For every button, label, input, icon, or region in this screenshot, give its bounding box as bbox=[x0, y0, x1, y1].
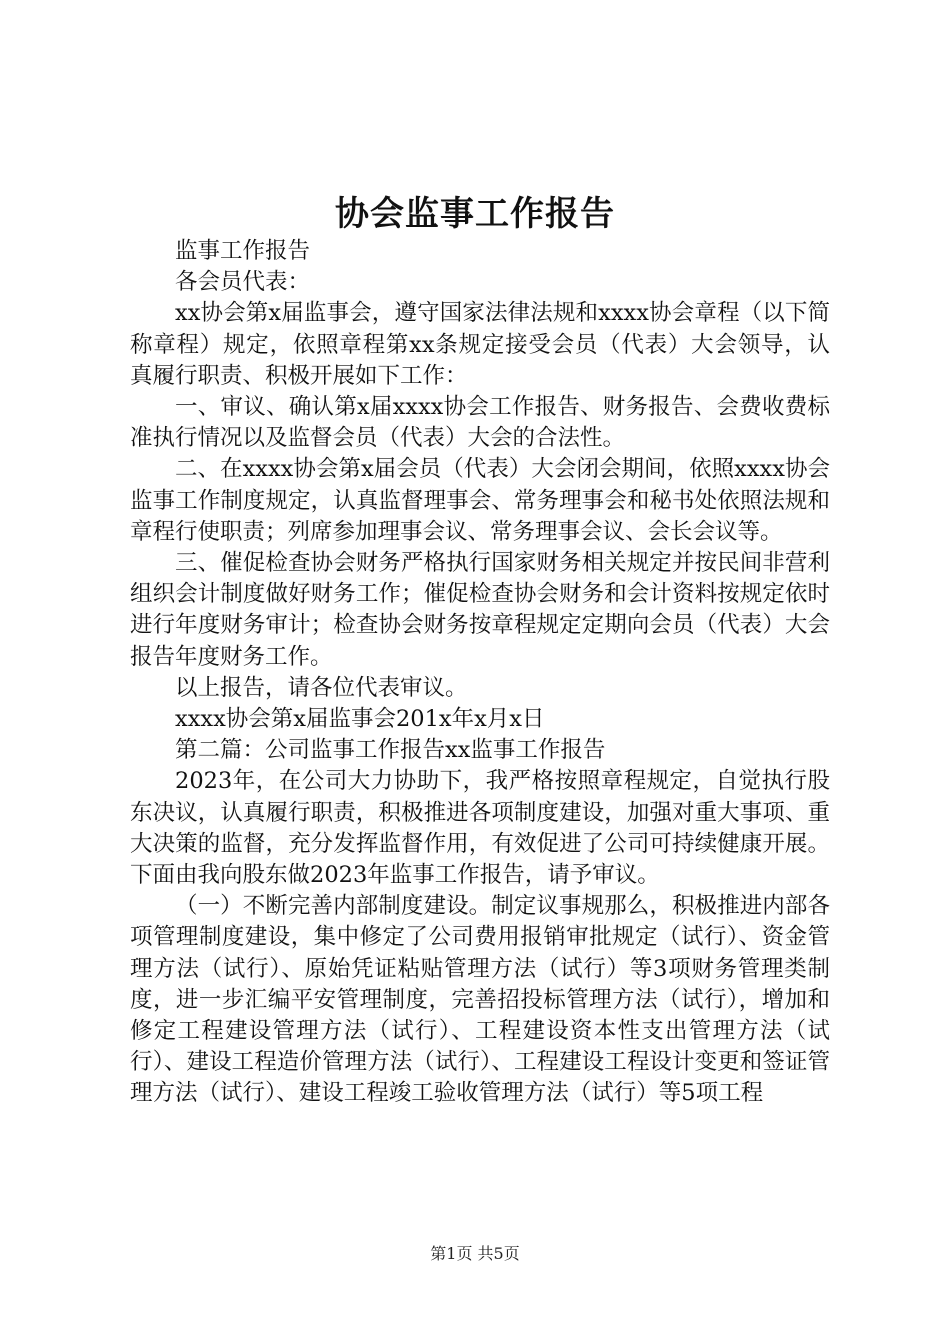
paragraph-second-intro: 2023年，在公司大力协助下，我严格按照章程规定，自觉执行股东决议，认真履行职责，积极推进各项制度建设，加强对重大事项、重大决策的监督，充分发挥监督作用，有效促进了公司可持续健康开展。下面由我向股东做2023年监事工作报告，请予审议。 bbox=[130, 768, 830, 889]
paragraph-second-title: 第二篇：公司监事工作报告xx监事工作报告 bbox=[175, 737, 606, 764]
paragraph-signature: xxxx协会第x届监事会201x年x月x日 bbox=[175, 706, 545, 733]
paragraph-intro: xx协会第x届监事会，遵守国家法律法规和xxxx协会章程（以下简称章程）规定，依照章程第xx条规定接受会员（代表）大会领导，认真履行职责、积极开展如下工作： bbox=[130, 300, 830, 389]
document-title: 协会监事工作报告 bbox=[335, 194, 615, 234]
paragraph-closing: 以上报告，请各位代表审议。 bbox=[175, 674, 468, 701]
paragraph-item-1: 一、审议、确认第x届xxxx协会工作报告、财务报告、会费收费标准执行情况以及监督会员（代表）大会的合法性。 bbox=[130, 394, 830, 452]
paragraph-salutation: 各会员代表： bbox=[175, 269, 311, 296]
paragraph-second-section-1: （一）不断完善内部制度建设。制定议事规那么，积极推进内部各项管理制度建设，集中修定了公司费用报销审批规定（试行）、资金管理方法（试行）、原始凭证粘贴管理方法（试行）等3项财务管理类制度，进一步汇编平安管理制度，完善招投标管理方法（试行），增加和修定工程建设管理方法（试行）、工程建设资本性支出管理方法（试行）、建设工程造价管理方法（试行）、工程建设工程设计变更和签证管理方法（试行）、建设工程竣工验收管理方法（试行）等5项工程 bbox=[130, 893, 830, 1107]
paragraph-item-3: 三、催促检查协会财务严格执行国家财务相关规定并按民间非营利组织会计制度做好财务工作；催促检查协会财务和会计资料按规定依时进行年度财务审计；检查协会财务按章程规定定期向会员（代表）大会报告年度财务工作。 bbox=[130, 550, 830, 670]
document-body bbox=[130, 236, 830, 1110]
paragraph-subtitle: 监事工作报告 bbox=[175, 238, 311, 264]
page-footer: 第1页 共5页 bbox=[430, 1244, 520, 1263]
paragraph-item-2: 二、在xxxx协会第x届会员（代表）大会闭会期间，依照xxxx协会监事工作制度规定，认真监督理事会、常务理事会和秘书处依照法规和章程行使职责；列席参加理事会议、常务理事会议、会长会议等。 bbox=[130, 456, 830, 545]
